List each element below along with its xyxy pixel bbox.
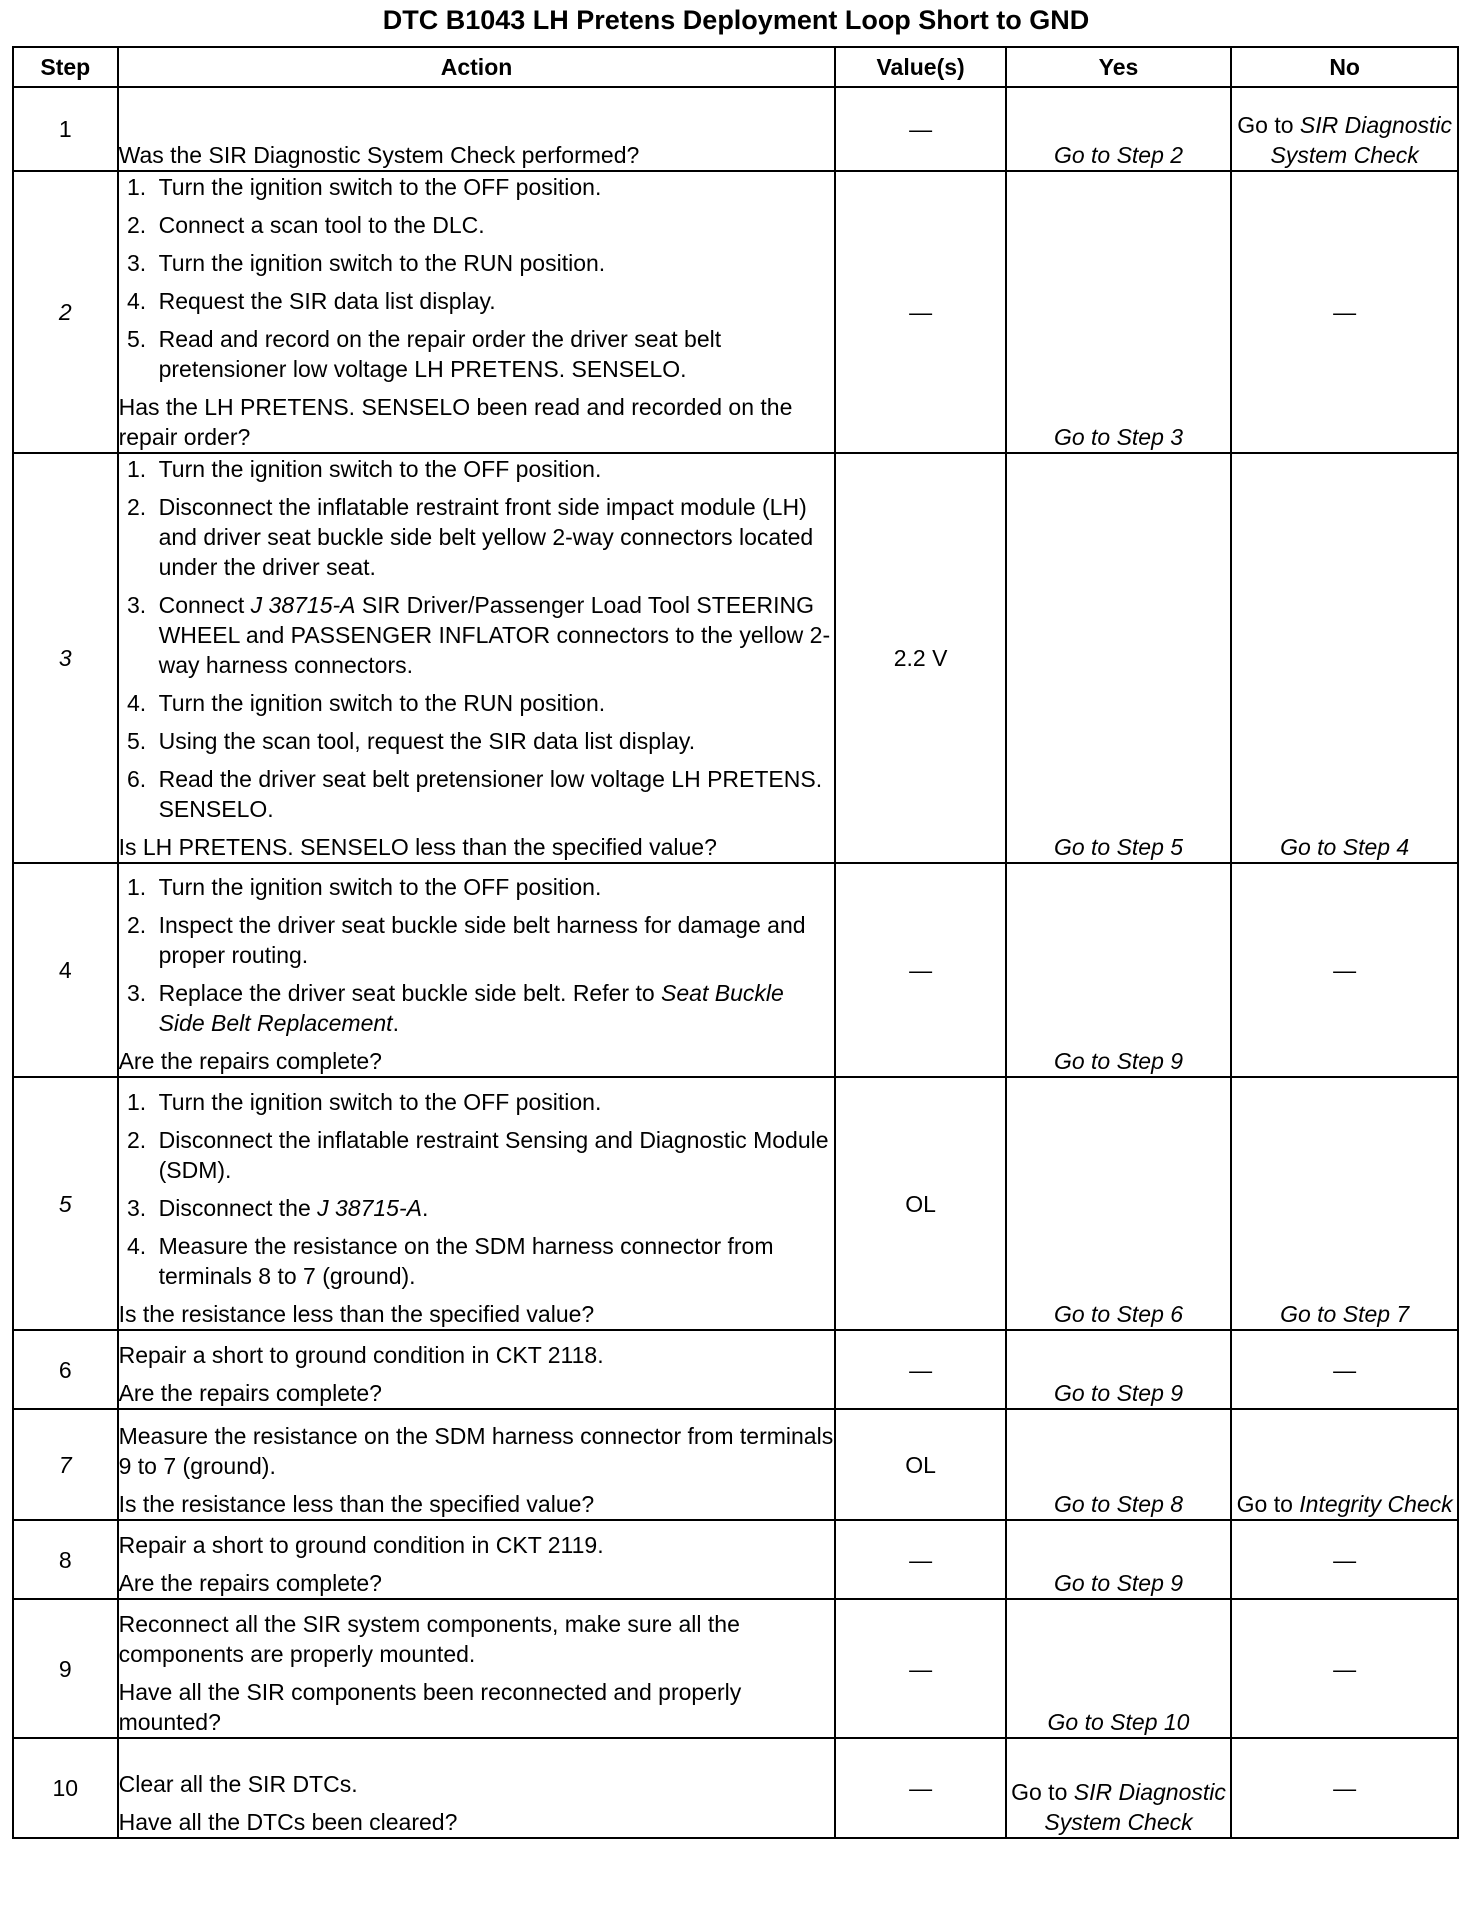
step-number: 4: [13, 863, 118, 1077]
list-item: 2. Connect a scan tool to the DLC.: [153, 210, 835, 240]
value-cell: OL: [835, 1077, 1005, 1330]
step-number: 1: [13, 87, 118, 171]
no-cell: Go to Step 7: [1231, 1077, 1458, 1330]
procedure-list: [119, 172, 835, 384]
question-text: Is the resistance less than the specified value?: [118, 1491, 595, 1517]
list-item: 2. Disconnect the inflatable restraint front side impact module (LH) and driver seat buckle side belt yellow 2-way connectors located under the driver seat.: [153, 492, 835, 582]
action-cell: [118, 1599, 836, 1738]
question-text: Is LH PRETENS. SENSELO less than the specified value?: [118, 834, 717, 860]
value-cell: —: [835, 863, 1005, 1077]
question-text: Is the resistance less than the specified value?: [118, 1301, 595, 1327]
yes-cell: Go to Step 8: [1006, 1409, 1232, 1520]
list-item: 3. Turn the ignition switch to the RUN position.: [153, 248, 835, 278]
step-number: 10: [13, 1738, 118, 1838]
list-item: 4. Turn the ignition switch to the RUN position.: [153, 688, 835, 718]
yes-cell: Go to Step 10: [1006, 1599, 1232, 1738]
header-no: No: [1231, 47, 1458, 87]
value-cell: —: [835, 1520, 1005, 1599]
yes-cell: Go to Step 6: [1006, 1077, 1232, 1330]
no-cell: Go to SIR Diagnostic System Check: [1231, 87, 1458, 171]
instruction-text: Clear all the SIR DTCs.: [118, 1771, 358, 1797]
table-row: [13, 1520, 1458, 1599]
list-item: 1. Turn the ignition switch to the OFF position.: [153, 172, 835, 202]
step-number: 7: [13, 1409, 118, 1520]
procedure-list: [119, 1087, 835, 1291]
list-item: 5. Read and record on the repair order the driver seat belt pretensioner low voltage LH PRETENS. SENSELO.: [153, 324, 835, 384]
value-cell: —: [835, 87, 1005, 171]
action-cell: [118, 1738, 836, 1838]
table-row: [13, 1599, 1458, 1738]
step-number: 9: [13, 1599, 118, 1738]
list-item: 5. Using the scan tool, request the SIR data list display.: [153, 726, 835, 756]
action-cell: [118, 1330, 836, 1409]
instruction-text: Repair a short to ground condition in CKT 2118.: [118, 1342, 604, 1368]
step-number: 5: [13, 1077, 118, 1330]
no-cell: —: [1231, 1738, 1458, 1838]
action-cell: [118, 1077, 836, 1330]
step-number: 2: [13, 171, 118, 453]
value-cell: 2.2 V: [835, 453, 1005, 863]
table-row: [13, 1077, 1458, 1330]
procedure-list: [119, 454, 835, 824]
action-cell: [118, 1520, 836, 1599]
yes-cell: Go to Step 9: [1006, 863, 1232, 1077]
table-row: [13, 87, 1458, 171]
step-number: 3: [13, 453, 118, 863]
no-cell: —: [1231, 1330, 1458, 1409]
no-cell: —: [1231, 863, 1458, 1077]
question-text: Has the LH PRETENS. SENSELO been read and recorded on the repair order?: [118, 394, 793, 450]
action-cell: [118, 87, 836, 171]
action-cell: [118, 863, 836, 1077]
step-number: 8: [13, 1520, 118, 1599]
list-item: 3. Replace the driver seat buckle side belt. Refer to Seat Buckle Side Belt Replacement.: [153, 978, 835, 1038]
list-item: 6. Read the driver seat belt pretensioner low voltage LH PRETENS. SENSELO.: [153, 764, 835, 824]
value-cell: —: [835, 1738, 1005, 1838]
value-cell: —: [835, 171, 1005, 453]
question-text: Have all the SIR components been reconnected and properly mounted?: [118, 1679, 742, 1735]
table-row: [13, 1409, 1458, 1520]
procedure-list: [119, 872, 835, 1038]
table-row: [13, 863, 1458, 1077]
list-item: 1. Turn the ignition switch to the OFF position.: [153, 454, 835, 484]
header-action: Action: [118, 47, 836, 87]
value-cell: OL: [835, 1409, 1005, 1520]
header-step: Step: [13, 47, 118, 87]
no-cell: —: [1231, 1520, 1458, 1599]
no-cell: —: [1231, 1599, 1458, 1738]
list-item: 1. Turn the ignition switch to the OFF position.: [153, 1087, 835, 1117]
step-number: 6: [13, 1330, 118, 1409]
list-item: 1. Turn the ignition switch to the OFF position.: [153, 872, 835, 902]
list-item: 4. Request the SIR data list display.: [153, 286, 835, 316]
value-cell: —: [835, 1330, 1005, 1409]
question-text: Are the repairs complete?: [118, 1380, 382, 1406]
value-cell: —: [835, 1599, 1005, 1738]
question-text: Was the SIR Diagnostic System Check performed?: [118, 142, 640, 168]
no-cell: Go to Step 4: [1231, 453, 1458, 863]
yes-cell: Go to Step 9: [1006, 1520, 1232, 1599]
instruction-text: Repair a short to ground condition in CKT 2119.: [118, 1532, 604, 1558]
table-row: [13, 453, 1458, 863]
action-cell: [118, 453, 836, 863]
yes-cell: Go to Step 9: [1006, 1330, 1232, 1409]
table-row: [13, 1330, 1458, 1409]
page-title: DTC B1043 LH Pretens Deployment Loop Short to GND: [382, 5, 1090, 35]
list-item: 2. Disconnect the inflatable restraint Sensing and Diagnostic Module (SDM).: [153, 1125, 835, 1185]
instruction-text: Measure the resistance on the SDM harness connector from terminals 9 to 7 (ground).: [118, 1423, 834, 1479]
header-value: Value(s): [835, 47, 1005, 87]
question-text: Are the repairs complete?: [118, 1570, 382, 1596]
yes-cell: Go to Step 3: [1006, 171, 1232, 453]
list-item: 3. Disconnect the J 38715-A.: [153, 1193, 835, 1223]
yes-cell: Go to Step 5: [1006, 453, 1232, 863]
list-item: 2. Inspect the driver seat buckle side belt harness for damage and proper routing.: [153, 910, 835, 970]
yes-cell: Go to SIR Diagnostic System Check: [1006, 1738, 1232, 1838]
diagnostic-table: [12, 46, 1459, 1839]
list-item: 3. Connect J 38715-A SIR Driver/Passenger Load Tool STEERING WHEEL and PASSENGER INFLATOR connectors to the yellow 2-way harness connectors.: [153, 590, 835, 680]
instruction-text: Reconnect all the SIR system components, make sure all the components are properly mounted.: [118, 1611, 740, 1667]
question-text: Are the repairs complete?: [118, 1048, 382, 1074]
yes-cell: Go to Step 2: [1006, 87, 1232, 171]
table-row: [13, 1738, 1458, 1838]
table-row: [13, 171, 1458, 453]
list-item: 4. Measure the resistance on the SDM harness connector from terminals 8 to 7 (ground).: [153, 1231, 835, 1291]
no-cell: —: [1231, 171, 1458, 453]
no-cell: Go to Integrity Check: [1231, 1409, 1458, 1520]
header-row: [13, 47, 1458, 87]
header-yes: Yes: [1006, 47, 1232, 87]
action-cell: [118, 1409, 836, 1520]
question-text: Have all the DTCs been cleared?: [118, 1809, 458, 1835]
action-cell: [118, 171, 836, 453]
